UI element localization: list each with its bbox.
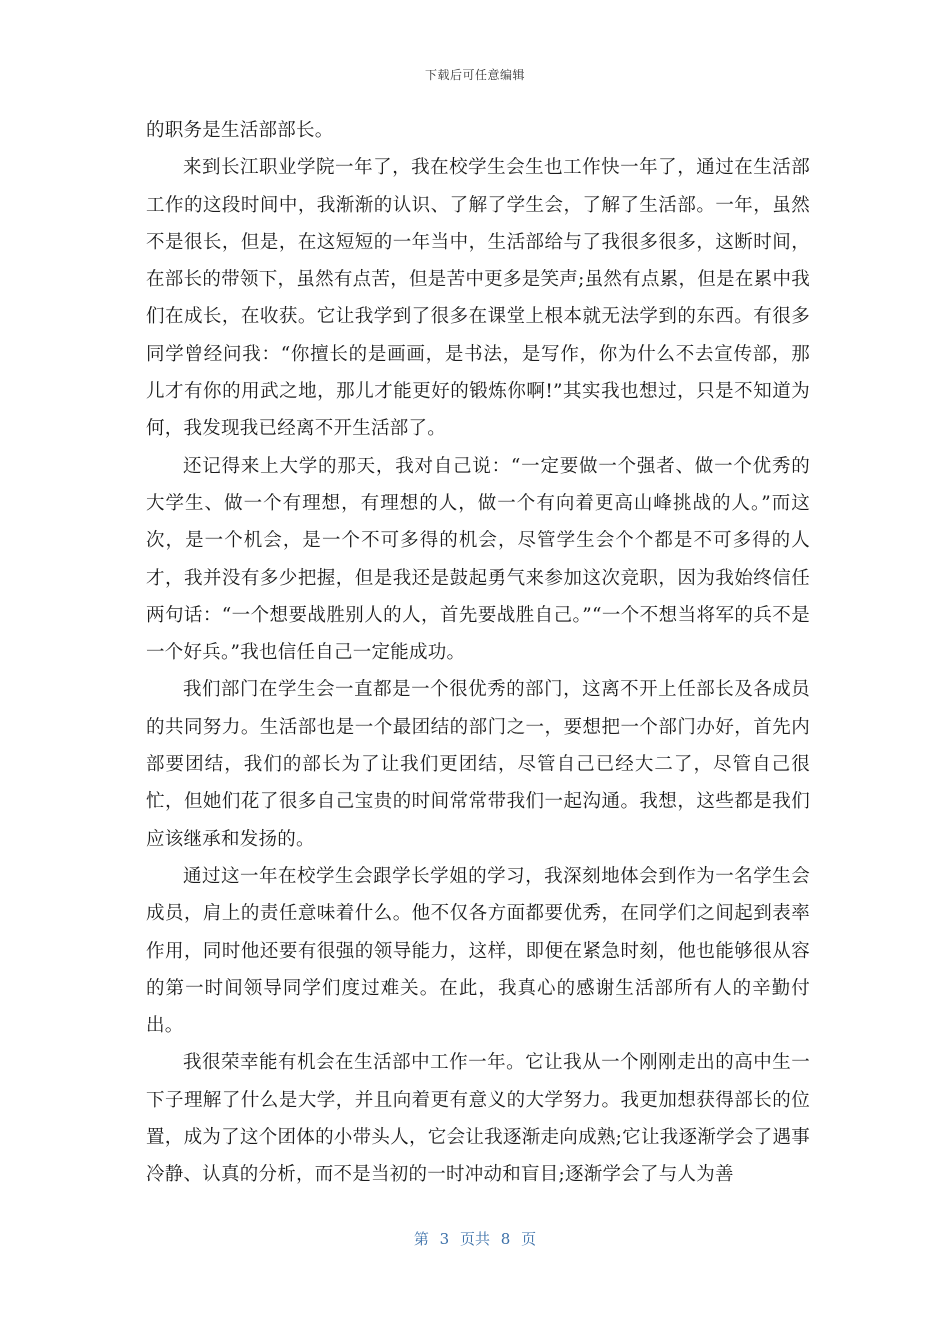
paragraph-continuation: 的职务是生活部部长。 (146, 120, 334, 141)
paragraph: 我们部门在学生会一直都是一个很优秀的部门，这离不开上任部长及各成员的共同努力。生活部也是一个最团结的部门之一，要想把一个部门办好，首先内部要团结，我们的部长为了让我们更团结，尽管自己已经大二了，尽管自己很忙，但她们花了很多自己宝贵的时间常常带我们一起沟通。我想，这些都是我们应该继承和发扬的。 (146, 679, 810, 850)
page-number-footer: 第 3 页共 8 页 (413, 1230, 537, 1248)
paragraph: 通过这一年在校学生会跟学长学姐的学习，我深刻地体会到作为一名学生会成员，肩上的责任意味着什么。他不仅各方面都要优秀，在同学们之间起到表率作用，同时他还要有很强的领导能力，这样，即便在紧急时刻，他也能够很从容的第一时间领导同学们度过难关。在此，我真心的感谢生活部所有人的辛勤付出。 (146, 865, 810, 1037)
paragraph: 还记得来上大学的那天，我对自己说：“一定要做一个强者、做一个优秀的大学生、做一个有理想，有理想的人，做一个有向着更高山峰挑战的人。”而这次，是一个机会，是一个不可多得的机会，尽管学生会个个都是不可多得的人才，我并没有多少把握，但是我还是鼓起勇气来参加这次竞职，因为我始终信任两句话：“一个想要战胜别人的人，首先要战胜自己。”“一个不想当将军的兵不是一个好兵。”我也信任自己一定能成功。 (146, 455, 810, 664)
page-header: 下载后可任意编辑 (424, 68, 525, 82)
paragraph: 来到长江职业学院一年了，我在校学生会生也工作快一年了，通过在生活部工作的这段时间中，我渐渐的认识、了解了学生会，了解了生活部。一年，虽然不是很长，但是，在这短短的一年当中，生活部给与了我很多很多，这断时间，在部长的带领下，虽然有点苦，但是苦中更多是笑声;虽然有点累，但是在累中我们在成长，在收获。它让我学到了很多在课堂上根本就无法学到的东西。有很多同学曾经问我：“你擅长的是画画，是书法，是写作，你为什么不去宣传部，那儿才有你的用武之地，那儿才能更好的锻炼你啊!”其实我也想过，只是不知道为何，我发现我已经离不开生活部了。 (146, 157, 810, 440)
document-body (146, 112, 810, 1194)
paragraph: 我很荣幸能有机会在生活部中工作一年。它让我从一个刚刚走出的高中生一下子理解了什么是大学，并且向着更有意义的大学努力。我更加想获得部长的位置，成为了这个团体的小带头人，它会让我逐渐走向成熟;它让我逐渐学会了遇事冷静、认真的分析，而不是当初的一时冲动和盲目;逐渐学会了与人为善 (146, 1052, 810, 1186)
